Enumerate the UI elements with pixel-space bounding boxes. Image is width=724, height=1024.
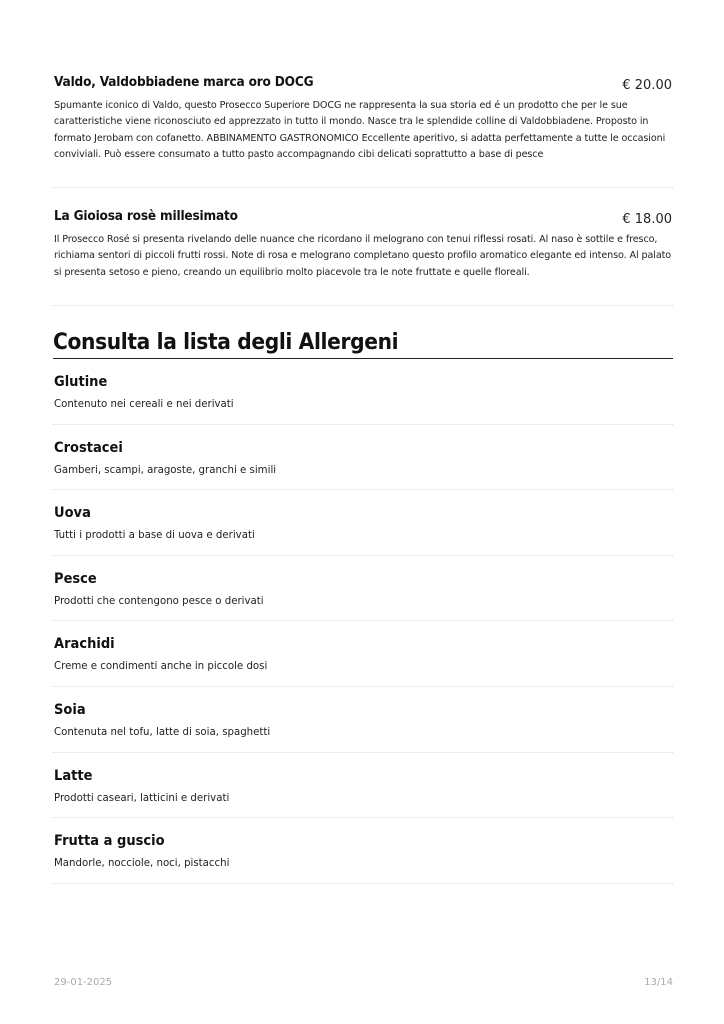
allergen-item — [53, 556, 673, 622]
product-price: € 20.00 — [622, 78, 672, 93]
allergen-description: Mandorle, nocciole, noci, pistacchi — [54, 858, 230, 870]
allergen-name: Soia — [54, 702, 86, 719]
allergen-name: Uova — [54, 505, 91, 522]
product-name: Valdo, Valdobbiadene marca oro DOCG — [54, 74, 314, 90]
allergen-item — [53, 687, 673, 753]
allergen-name: Frutta a guscio — [54, 833, 165, 850]
allergen-item — [53, 621, 673, 687]
allergen-description: Contenuto nei cereali e nei derivati — [54, 399, 234, 411]
product-item — [53, 72, 673, 188]
allergen-description: Tutti i prodotti a base di uova e derivati — [54, 530, 255, 542]
allergen-item — [53, 359, 673, 425]
page-footer — [53, 977, 673, 991]
allergen-item — [53, 753, 673, 819]
menu-page — [53, 0, 673, 884]
product-name: La Gioiosa rosè millesimato — [54, 208, 238, 225]
allergen-description: Prodotti che contengono pesce o derivati — [54, 595, 264, 607]
allergen-description: Gamberi, scampi, aragoste, granchi e simili — [54, 464, 277, 476]
allergen-item — [53, 425, 673, 491]
allergen-description: Creme e condimenti anche in piccole dosi — [54, 661, 268, 673]
allergens-section-title: Consulta la lista degli Allergeni — [53, 330, 673, 359]
product-description: Spumante iconico di Valdo, questo Prosecco Superiore DOCG ne rappresenta la sua storia ed é un prodotto che per le sue caratteristiche viene riconosciuto ed apprezzato in tutto il mondo. Nasce tra le splendide colline di Valdobbiadene. Proposto in formato Jerobam con cofanetto. ABBINAMENTO GASTRONOMICO Eccellente aperitivo, si adatta perfettamente a tutte le occasioni conviviali. Può essere consumato a tutto pasto accompagnando cibi delicati soprattutto a base di pesce — [54, 100, 666, 160]
allergen-name: Pesce — [54, 570, 97, 587]
product-price: € 18.00 — [622, 212, 672, 228]
footer-date: 29-01-2025 — [54, 977, 113, 988]
allergen-list — [53, 359, 673, 884]
product-description: Il Prosecco Rosé si presenta rivelando delle nuance che ricordano il melograno con tenui riflessi rosati. Al naso è sottile e fresco, richiama sentori di piccoli frutti rossi. Note di rosa e melograno completano questo profilo aromatico elegante ed intenso. Al palato si presenta setoso e pieno, creando un equilibrio molto piacevole tra le note fruttate e quelle floreali. — [54, 234, 672, 278]
allergen-name: Glutine — [54, 374, 108, 391]
allergen-name: Latte — [54, 767, 93, 784]
allergen-description: Contenuta nel tofu, latte di soia, spaghetti — [54, 727, 271, 739]
allergen-name: Crostacei — [54, 439, 123, 456]
allergen-name: Arachidi — [54, 636, 115, 653]
allergen-description: Prodotti caseari, latticini e derivati — [54, 792, 230, 804]
page-number: 13/14 — [644, 977, 673, 988]
allergen-item — [53, 490, 673, 556]
allergen-item — [53, 818, 673, 884]
product-item — [53, 206, 673, 306]
